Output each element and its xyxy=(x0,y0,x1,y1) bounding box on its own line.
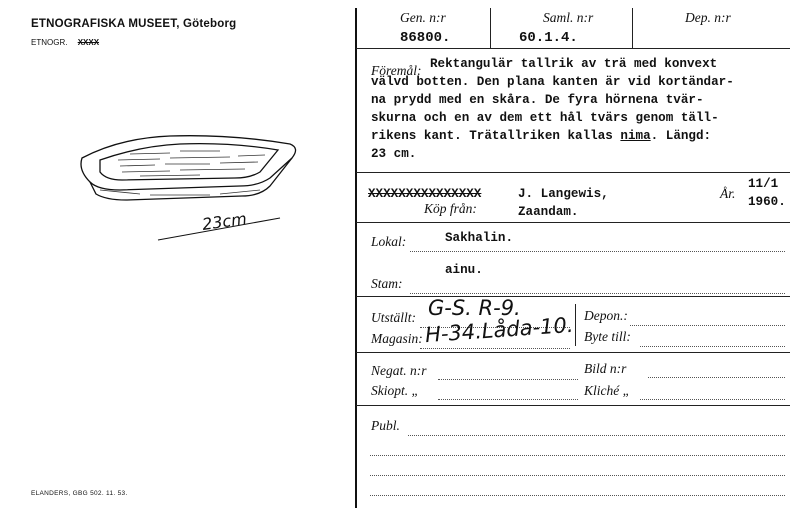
publ-dotted-line-1 xyxy=(408,434,785,436)
kliche-label: Kliché „ xyxy=(584,383,631,398)
gen-label: Gen. n:r xyxy=(400,10,446,25)
kop-label: Köp från: xyxy=(424,201,477,216)
magasin-dotted-line xyxy=(420,347,570,349)
header-separator-1 xyxy=(490,8,491,48)
storage-separator xyxy=(575,304,576,346)
native-name: nima xyxy=(620,129,651,143)
magasin-label: Magasin: xyxy=(371,331,423,346)
stam-dotted-line xyxy=(410,292,785,294)
stam-value: ainu. xyxy=(445,263,483,277)
seller-place: Zaandam. xyxy=(518,205,579,219)
foremal-line-2: välvd botten. Den plana kanten är vid kortändar- xyxy=(371,75,734,89)
museum-title: ETNOGRAFISKA MUSEET, Göteborg xyxy=(31,18,237,30)
acquisition-year: 1960. xyxy=(748,195,786,209)
foremal-line-5 xyxy=(371,128,711,146)
saml-label: Saml. n:r xyxy=(543,10,594,25)
stam-rule xyxy=(356,296,790,297)
seller-name: J. Langewis, xyxy=(518,187,609,201)
stam-label: Stam: xyxy=(371,276,403,291)
foremal-line-5-text: rikens kant. Trätallriken kallas xyxy=(371,129,621,143)
foremal-line-1: Rektangulär tallrik av trä med konvext xyxy=(430,57,718,71)
foremal-line-3: na prydd med en skåra. De fyra hörnena tvär- xyxy=(371,93,704,107)
foremal-label: Föremål: xyxy=(371,63,422,78)
byte-dotted-line xyxy=(640,345,785,347)
foremal-line-4: skurna och en av dem ett hål tvärs genom täll- xyxy=(371,111,719,125)
year-label: År. xyxy=(720,186,736,201)
depon-label: Depon.: xyxy=(584,308,628,323)
storage-rule xyxy=(356,352,790,353)
publ-label: Publ. xyxy=(371,418,400,433)
acquisition-date: 11/1 xyxy=(748,177,779,191)
acquisition-rule xyxy=(356,222,790,223)
plate-outline xyxy=(81,136,296,200)
publ-dotted-line-2 xyxy=(370,454,785,456)
printer-imprint: ELANDERS, GBG 502. 11. 53. xyxy=(31,490,128,497)
struck-acquisition: XXXXXXXXXXXXXXX xyxy=(368,187,482,201)
header-separator-2 xyxy=(632,8,633,48)
utstallt-value: G-S. R-9. xyxy=(428,296,521,320)
foremal-line-5-tail: . Längd: xyxy=(650,129,712,143)
foremal-line-6: 23 cm. xyxy=(371,147,417,161)
saml-value: 60.1.4. xyxy=(519,30,578,46)
skiopt-label: Skiopt. „ xyxy=(371,383,420,398)
foremal-rule xyxy=(356,172,790,173)
department-prefix: ETNOGR. xyxy=(31,38,68,47)
negat-dotted-line xyxy=(438,378,578,380)
plate-sketch xyxy=(60,120,320,250)
header-rule xyxy=(356,48,790,49)
utstallt-label: Utställt: xyxy=(371,310,417,325)
dimension-note: 23cm xyxy=(200,208,248,235)
byte-label: Byte till: xyxy=(584,329,631,344)
dep-label: Dep. n:r xyxy=(685,10,731,25)
magasin-value: H-34.Låda-10. xyxy=(424,312,575,348)
kliche-dotted-line xyxy=(640,398,785,400)
bild-dotted-line xyxy=(648,376,785,378)
lokal-dotted-line xyxy=(410,250,785,252)
publ-dotted-line-4 xyxy=(370,494,785,496)
department-code: XXXX xyxy=(77,38,100,47)
lokal-value: Sakhalin. xyxy=(445,231,514,245)
gen-value: 86800. xyxy=(400,30,451,46)
department-line xyxy=(31,38,99,47)
lokal-label: Lokal: xyxy=(371,234,407,249)
skiopt-dotted-line xyxy=(438,398,578,400)
depon-dotted-line xyxy=(630,324,785,326)
photo-rule xyxy=(356,405,790,406)
bild-label: Bild n:r xyxy=(584,361,627,376)
card-divider xyxy=(355,8,357,508)
negat-label: Negat. n:r xyxy=(371,363,427,378)
publ-dotted-line-3 xyxy=(370,474,785,476)
